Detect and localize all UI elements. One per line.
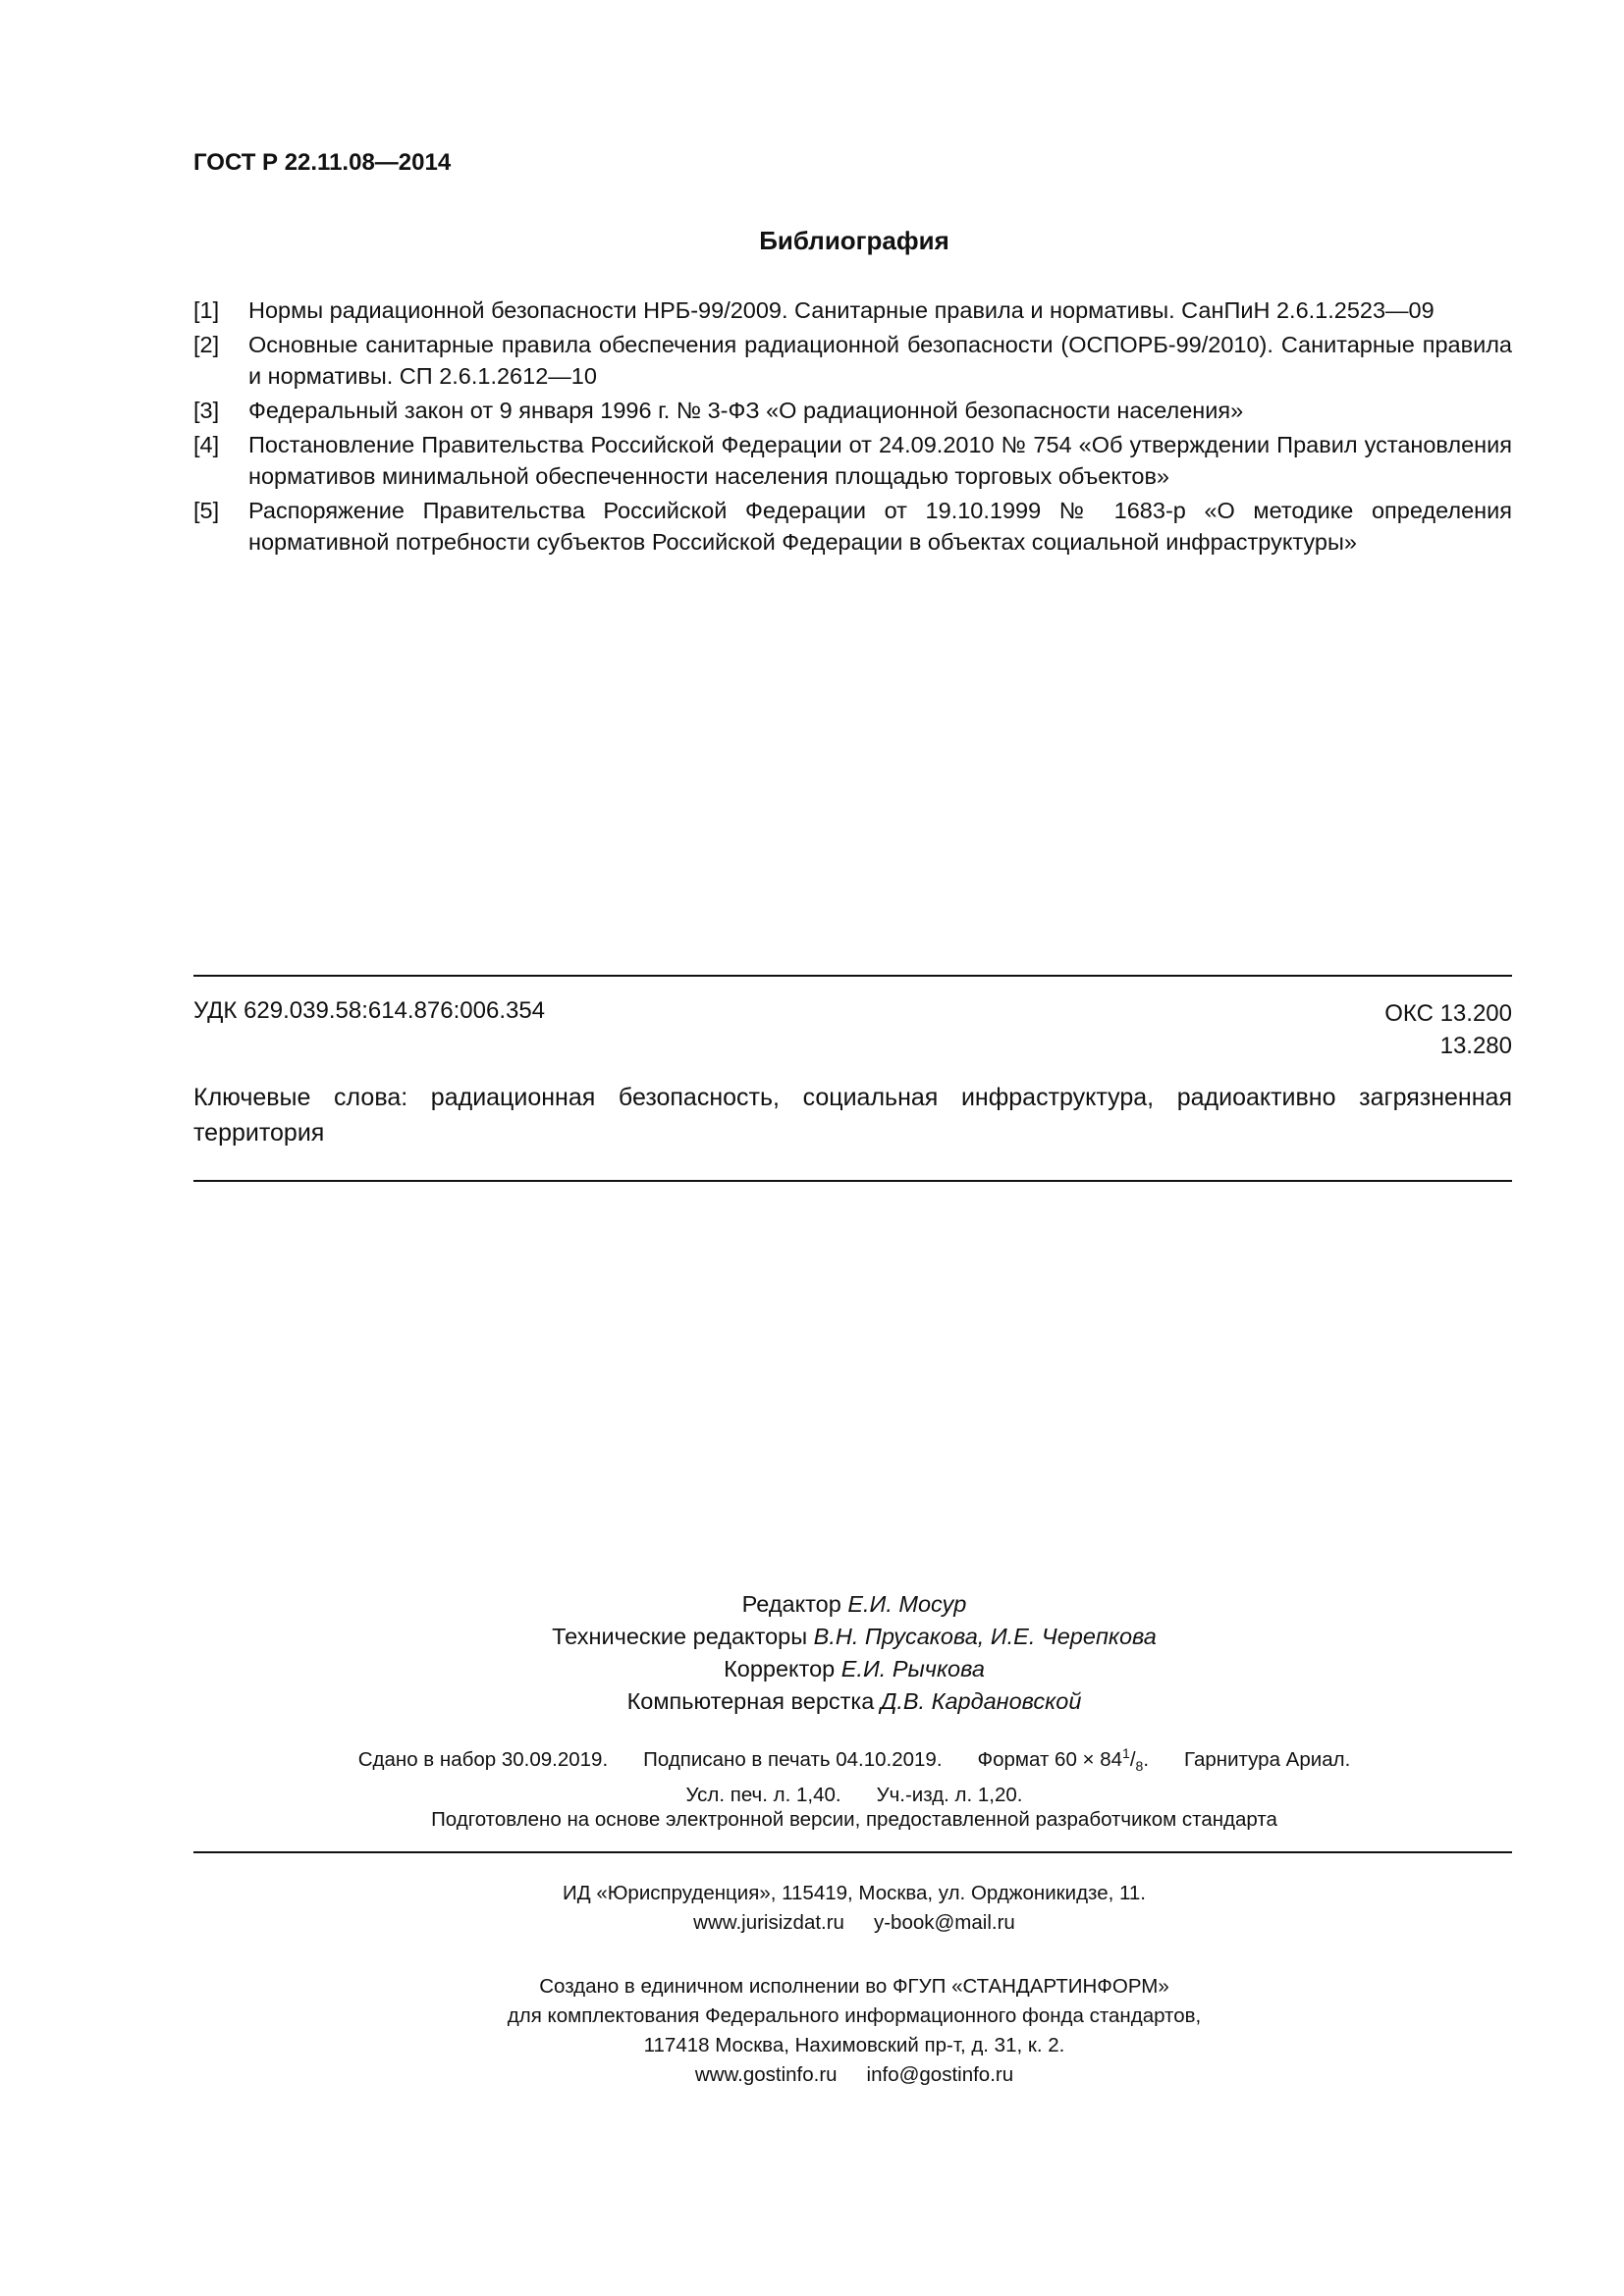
entry-number: [3]	[193, 398, 220, 423]
entry-number: [4]	[193, 432, 220, 457]
oks-code-primary: ОКС 13.200	[1384, 1000, 1512, 1027]
print-info	[0, 1738, 1624, 1810]
document-code: ГОСТ Р 22.11.08—2014	[193, 149, 452, 176]
tech-editors-label: Технические редакторы	[552, 1624, 808, 1649]
created-line-3: 117418 Москва, Нахимовский пр-т, д. 31, к. 2.	[643, 2034, 1065, 2056]
entry-text: Распоряжение Правительства Российской Федерации от 19.10.1999 № 1683-р «О методике определения нормативной потребности субъектов Российской Федерации в объектах социальной инфраструктуры»	[248, 498, 1512, 555]
corrector-label: Корректор	[724, 1656, 836, 1682]
gostinfo-site[interactable]: www.gostinfo.ru	[694, 2063, 838, 2086]
tech-editors-line	[0, 1621, 1624, 1653]
layout-line	[0, 1685, 1624, 1718]
corrector-line	[0, 1653, 1624, 1685]
entry-text: Федеральный закон от 9 января 1996 г. № 3-ФЗ «О радиационной безопасности населения»	[248, 398, 1244, 423]
prepared-note: Подготовлено на основе электронной версии, предоставленной разработчиком стандарта	[431, 1808, 1277, 1831]
bibliography-entry	[193, 429, 1512, 492]
bibliography-title: Библиография	[759, 226, 949, 255]
entry-number: [2]	[193, 332, 220, 357]
editor-name: Е.И. Мосур	[847, 1591, 967, 1617]
entry-number: [1]	[193, 297, 220, 323]
bibliography-entry	[193, 495, 1512, 558]
divider-keywords	[193, 1180, 1512, 1182]
print-info-line-1	[0, 1738, 1624, 1781]
uch-izd: Уч.-изд. л. 1,20.	[876, 1783, 1023, 1806]
entry-text: Основные санитарные правила обеспечения радиационной безопасности (ОСПОРБ-99/2010). Санитарные правила и нормативы. СП 2.6.1.2612—10	[248, 332, 1512, 389]
created-line-2: для комплектования Федерального информационного фонда стандартов,	[507, 2004, 1202, 2027]
gostinfo-email[interactable]: info@gostinfo.ru	[866, 2063, 1014, 2086]
corrector-name: Е.И. Рычкова	[840, 1656, 985, 1682]
keywords: Ключевые слова: радиационная безопасность, социальная инфраструктура, радиоактивно загрязненная территория	[193, 1084, 1512, 1147]
staff-credits	[0, 1588, 1624, 1718]
bibliography-entry	[193, 395, 1512, 426]
oks-codes	[1316, 997, 1512, 1062]
signed-date: Подписано в печать 04.10.2019.	[643, 1747, 943, 1771]
created-contacts	[0, 2060, 1624, 2090]
layout-name: Д.В. Кардановской	[880, 1688, 1082, 1714]
publisher-info	[0, 1879, 1624, 1938]
tech-editors-names: В.Н. Прусакова, И.Е. Черепкова	[813, 1624, 1157, 1649]
editor-line	[0, 1588, 1624, 1621]
udk-code: УДК 629.039.58:614.876:006.354	[193, 997, 546, 1024]
bibliography-list	[193, 294, 1512, 561]
created-line-1: Создано в единичном исполнении во ФГУП «СТАНДАРТИНФОРМ»	[539, 1975, 1169, 1998]
publisher-address: ИД «Юриспруденция», 115419, Москва, ул. Орджоникидзе, 11.	[563, 1882, 1146, 1904]
bibliography-entry	[193, 329, 1512, 392]
publisher-site[interactable]: www.jurisizdat.ru	[693, 1911, 844, 1934]
entry-text: Нормы радиационной безопасности НРБ-99/2009. Санитарные правила и нормативы. СанПиН 2.6.1.2523—09	[248, 297, 1435, 323]
entry-number: [5]	[193, 498, 220, 523]
oks-code-secondary: 13.280	[1439, 1033, 1512, 1059]
sent-date: Сдано в набор 30.09.2019.	[357, 1747, 609, 1771]
print-info-line-2	[0, 1781, 1624, 1810]
divider-top	[193, 975, 1512, 977]
usl-pech: Усл. печ. л. 1,40.	[685, 1783, 841, 1806]
entry-text: Постановление Правительства Российской Федерации от 24.09.2010 № 754 «Об утверждении Правил установления нормативов минимальной обеспеченности населения площадью торговых объектов»	[248, 432, 1512, 489]
editor-label: Редактор	[741, 1591, 841, 1617]
layout-label: Компьютерная верстка	[626, 1688, 875, 1714]
publisher-contacts	[0, 1908, 1624, 1938]
bibliography-entry	[193, 294, 1512, 326]
publisher-email[interactable]: y-book@mail.ru	[873, 1911, 1015, 1934]
divider-bottom	[193, 1851, 1512, 1853]
typeface: Гарнитура Ариал.	[1184, 1747, 1351, 1771]
created-info	[0, 1972, 1624, 2090]
paper-format: Формат $60 \times 84^1/_8$.	[977, 1745, 1150, 1774]
